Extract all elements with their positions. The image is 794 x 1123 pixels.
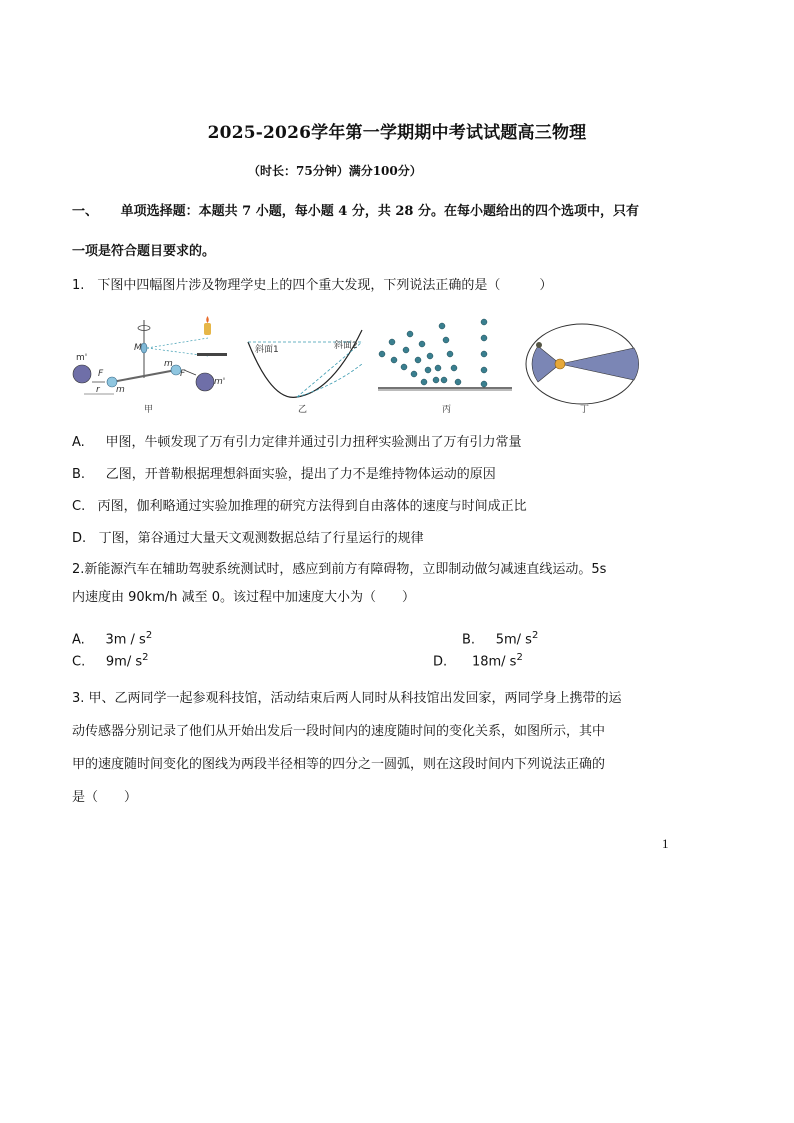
- label-m-prime-1: m': [76, 353, 88, 363]
- figure-label-jia: 甲: [144, 405, 154, 415]
- option-value: 18m/ s: [471, 654, 517, 670]
- figure-label-bing: 丙: [442, 405, 452, 415]
- option-label: A.: [72, 435, 85, 450]
- figure-ding: [526, 324, 639, 415]
- q3-line1: 3. 甲、乙两同学一起参观科技馆，活动结束后两人同时从科技馆出发回家，两同学身上携带的运: [72, 691, 622, 706]
- section-heading-line1: 单项选择题：本题共 7 小题，每小题 4 分，共 28 分。在每小题给出的四个选项中，只有: [120, 204, 639, 219]
- section-number: 一、: [72, 204, 99, 219]
- q2-option-b: [462, 630, 538, 647]
- figure-jia: [73, 316, 227, 415]
- q2-stem-line2: 内速度由 90km/h 减至 0。该过程中加速度大小为（ ）: [72, 590, 416, 605]
- option-label: D.: [433, 654, 448, 670]
- q1-option-b: [72, 463, 496, 482]
- option-label: B.: [72, 467, 86, 482]
- section-heading-line2: 一项是符合题目要求的。: [72, 244, 216, 259]
- label-M: M: [134, 343, 142, 353]
- option-text: 丁图，第谷通过大量天文观测数据总结了行星运行的规律: [98, 531, 424, 546]
- option-value: 3m / s: [105, 632, 146, 648]
- option-text: 乙图，开普勒根据理想斜面实验，提出了力不是维持物体运动的原因: [105, 467, 496, 482]
- figure-label-ding: 丁: [580, 405, 590, 415]
- section-heading: [72, 200, 722, 219]
- option-label: A.: [72, 632, 85, 648]
- option-exponent: 2: [145, 630, 153, 641]
- q1-figure: [72, 312, 642, 418]
- figure-label-yi: 乙: [298, 405, 308, 415]
- page-number: 1: [662, 836, 669, 851]
- figure-bing: [378, 319, 512, 415]
- label-slope1: 斜面1: [255, 345, 279, 355]
- option-label: C.: [72, 654, 86, 670]
- label-m-2: m: [164, 359, 173, 369]
- option-label: B.: [462, 632, 476, 648]
- q2-option-c: [72, 652, 149, 669]
- exam-title: 2025-2026学年第一学期期中考试试题高三物理: [207, 123, 587, 143]
- label-m-1: m: [116, 385, 125, 395]
- option-exponent: 2: [516, 652, 523, 663]
- option-value: 9m/ s: [105, 654, 143, 670]
- option-label: C.: [72, 499, 86, 514]
- label-F-2: F: [180, 369, 186, 379]
- q1-option-c: [72, 495, 527, 514]
- option-exponent: 2: [531, 630, 539, 641]
- q3-line3: 甲的速度随时间变化的图线为两段半径相等的四分之一圆弧，则在这段时间内下列说法正确的: [72, 757, 606, 772]
- q2-option-a: [72, 630, 152, 647]
- q1-option-a: [72, 431, 521, 450]
- option-exponent: 2: [142, 652, 149, 663]
- option-text: 丙图，伽利略通过实验加推理的研究方法得到自由落体的速度与时间成正比: [97, 499, 527, 514]
- option-text: 甲图，牛顿发现了万有引力定律并通过引力扭秤实验测出了万有引力常量: [105, 435, 522, 450]
- exam-subtitle: （时长：75分钟）满分100分）: [248, 164, 422, 178]
- option-label: D.: [72, 531, 87, 546]
- q2-stem-line1: 2.新能源汽车在辅助驾驶系统测试时，感应到前方有障碍物，立即制动做匀减速直线运动。5s: [72, 562, 607, 577]
- q1-option-d: [72, 527, 424, 546]
- option-value: 5m/ s: [495, 632, 532, 648]
- q3-line4: 是（ ）: [72, 790, 138, 805]
- label-F-1: F: [98, 369, 104, 379]
- q3-line2: 动传感器分别记录了他们从开始出发后一段时间内的速度随时间的变化关系，如图所示，其中: [72, 724, 606, 739]
- q1-stem: 1. 下图中四幅图片涉及物理学史上的四个重大发现，下列说法正确的是（ ）: [72, 278, 553, 293]
- label-m-prime-2: m': [214, 377, 226, 387]
- label-r: r: [96, 385, 100, 395]
- figure-yi: [248, 330, 362, 415]
- q2-option-d: [433, 652, 523, 669]
- label-slope2: 斜面2: [334, 341, 358, 351]
